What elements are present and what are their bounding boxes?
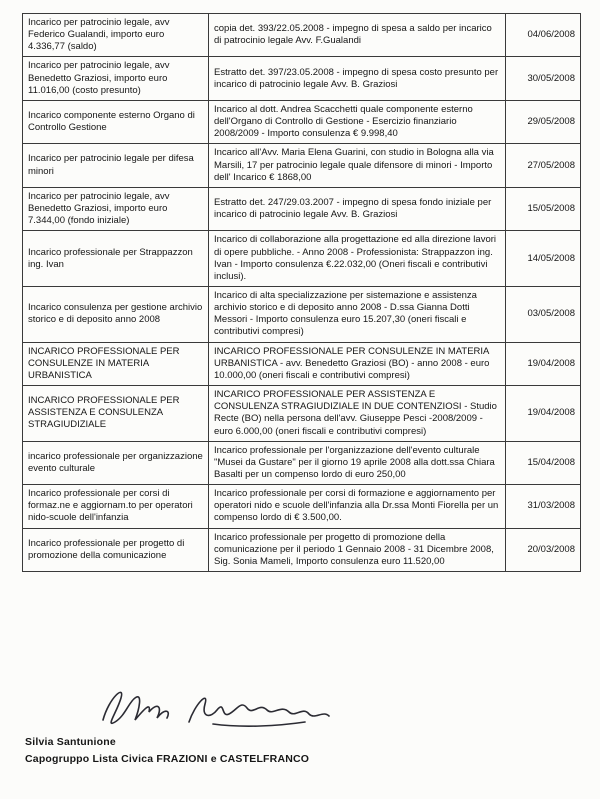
cell-description: Estratto det. 397/23.05.2008 - impegno di spesa costo presunto per incarico di patrocinio legale Avv. B. Graziosi — [209, 57, 506, 100]
cell-date: 19/04/2008 — [506, 342, 581, 385]
cell-date: 29/05/2008 — [506, 100, 581, 143]
cell-title: Incarico per patrocinio legale, avv Federico Gualandi, importo euro 4.336,77 (saldo) — [23, 14, 209, 57]
cell-date: 15/05/2008 — [506, 187, 581, 230]
cell-title: Incarico per patrocinio legale, avv Benedetto Graziosi, importo euro 11.016,00 (costo presunto) — [23, 57, 209, 100]
table-row — [23, 231, 581, 287]
cell-date: 19/04/2008 — [506, 386, 581, 442]
cell-title: Incarico componente esterno Organo di Controllo Gestione — [23, 100, 209, 143]
table-row — [23, 485, 581, 528]
cell-title: incarico professionale per organizzazione evento culturale — [23, 441, 209, 484]
cell-description: Incarico professionale per l'organizzazione dell'evento culturale "Musei da Gustare" per il giorno 19 aprile 2008 alla dott.ssa Chiara Basalti per un compenso lordo di euro 250,00 — [209, 441, 506, 484]
table-row — [23, 286, 581, 342]
cell-description: Incarico di collaborazione alla progettazione ed alla direzione lavori di opere pubbliche. - Anno 2008 - Professionista: Strappazzon ing. Ivan - Importo consulenza €.22.032,00 (Oneri fiscali e contributivi inclusi). — [209, 231, 506, 287]
table-row — [23, 441, 581, 484]
table-row — [23, 57, 581, 100]
cell-title: Incarico professionale per corsi di formaz.ne e aggiornam.to per operatori nido-scuole dell'infanzia — [23, 485, 209, 528]
cell-title: Incarico consulenza per gestione archivio storico e di deposito anno 2008 — [23, 286, 209, 342]
table-row — [23, 386, 581, 442]
cell-date: 04/06/2008 — [506, 14, 581, 57]
handwritten-signature — [93, 678, 343, 736]
cell-description: Incarico professionale per corsi di formazione e aggiornamento per operatori nido e scuole dell'infanzia alla Dr.ssa Monti Fiorella per un compenso lordo di € 3.500,00. — [209, 485, 506, 528]
cell-date: 15/04/2008 — [506, 441, 581, 484]
table-row — [23, 342, 581, 385]
cell-title: INCARICO PROFESSIONALE PER ASSISTENZA E CONSULENZA STRAGIUDIZIALE — [23, 386, 209, 442]
cell-description: copia det. 393/22.05.2008 - impegno di spesa a saldo per incarico di patrocinio legale Avv. F.Gualandi — [209, 14, 506, 57]
cell-description: INCARICO PROFESSIONALE PER ASSISTENZA E CONSULENZA STRAGIUDIZIALE IN DUE CONTENZIOSI - Studio Recte (BO) nella persona dell'avv. Giuseppe Pesci -2008/2009 - euro 6.000,00 (oneri fiscali e contributivi compresi) — [209, 386, 506, 442]
cell-description: Incarico di alta specializzazione per sistemazione e assistenza archivio storico e di deposito anno 2008 - D.ssa Gianna Dotti Messori - Importo consulenza euro 15.207,30 (oneri fiscali e contributivi compresi) — [209, 286, 506, 342]
cell-description: Estratto det. 247/29.03.2007 - impegno di spesa fondo iniziale per incarico di patrocinio legale Avv. B. Graziosi — [209, 187, 506, 230]
incarichi-table — [22, 13, 581, 572]
table-row — [23, 144, 581, 187]
table-row — [23, 187, 581, 230]
cell-description: Incarico all'Avv. Maria Elena Guarini, con studio in Bologna alla via Marsili, 17 per patrocinio legale quale difensore di minori - Importo dell' Incarico € 1868,00 — [209, 144, 506, 187]
cell-title: Incarico professionale per progetto di promozione della comunicazione — [23, 528, 209, 571]
cell-description: Incarico al dott. Andrea Scacchetti quale componente esterno dell'Organo di Controllo di Gestione - Esercizio finanziario 2008/2009 - Importo consulenza € 9.998,40 — [209, 100, 506, 143]
cell-date: 30/05/2008 — [506, 57, 581, 100]
cell-title: Incarico per patrocinio legale, avv Benedetto Graziosi, importo euro 7.344,00 (fondo iniziale) — [23, 187, 209, 230]
cell-date: 31/03/2008 — [506, 485, 581, 528]
cell-date: 03/05/2008 — [506, 286, 581, 342]
cell-date: 14/05/2008 — [506, 231, 581, 287]
cell-date: 27/05/2008 — [506, 144, 581, 187]
cell-date: 20/03/2008 — [506, 528, 581, 571]
cell-title: Incarico per patrocinio legale per difesa minori — [23, 144, 209, 187]
cell-title: Incarico professionale per Strappazzon ing. Ivan — [23, 231, 209, 287]
signer-name: Silvia Santunione — [25, 736, 116, 748]
table-row — [23, 528, 581, 571]
signer-role: Capogruppo Lista Civica FRAZIONI e CASTELFRANCO — [25, 753, 310, 765]
table-row — [23, 100, 581, 143]
table-row — [23, 14, 581, 57]
cell-description: Incarico professionale per progetto di promozione della comunicazione per il periodo 1 Gennaio 2008 - 31 Dicembre 2008, Sig. Sonia Mameli, Importo consulenza euro 11.520,00 — [209, 528, 506, 571]
cell-title: INCARICO PROFESSIONALE PER CONSULENZE IN MATERIA URBANISTICA — [23, 342, 209, 385]
cell-description: INCARICO PROFESSIONALE PER CONSULENZE IN MATERIA URBANISTICA - avv. Benedetto Graziosi (BO) - anno 2008 - euro 10.000,00 (oneri fiscali e contributivi compresi) — [209, 342, 506, 385]
